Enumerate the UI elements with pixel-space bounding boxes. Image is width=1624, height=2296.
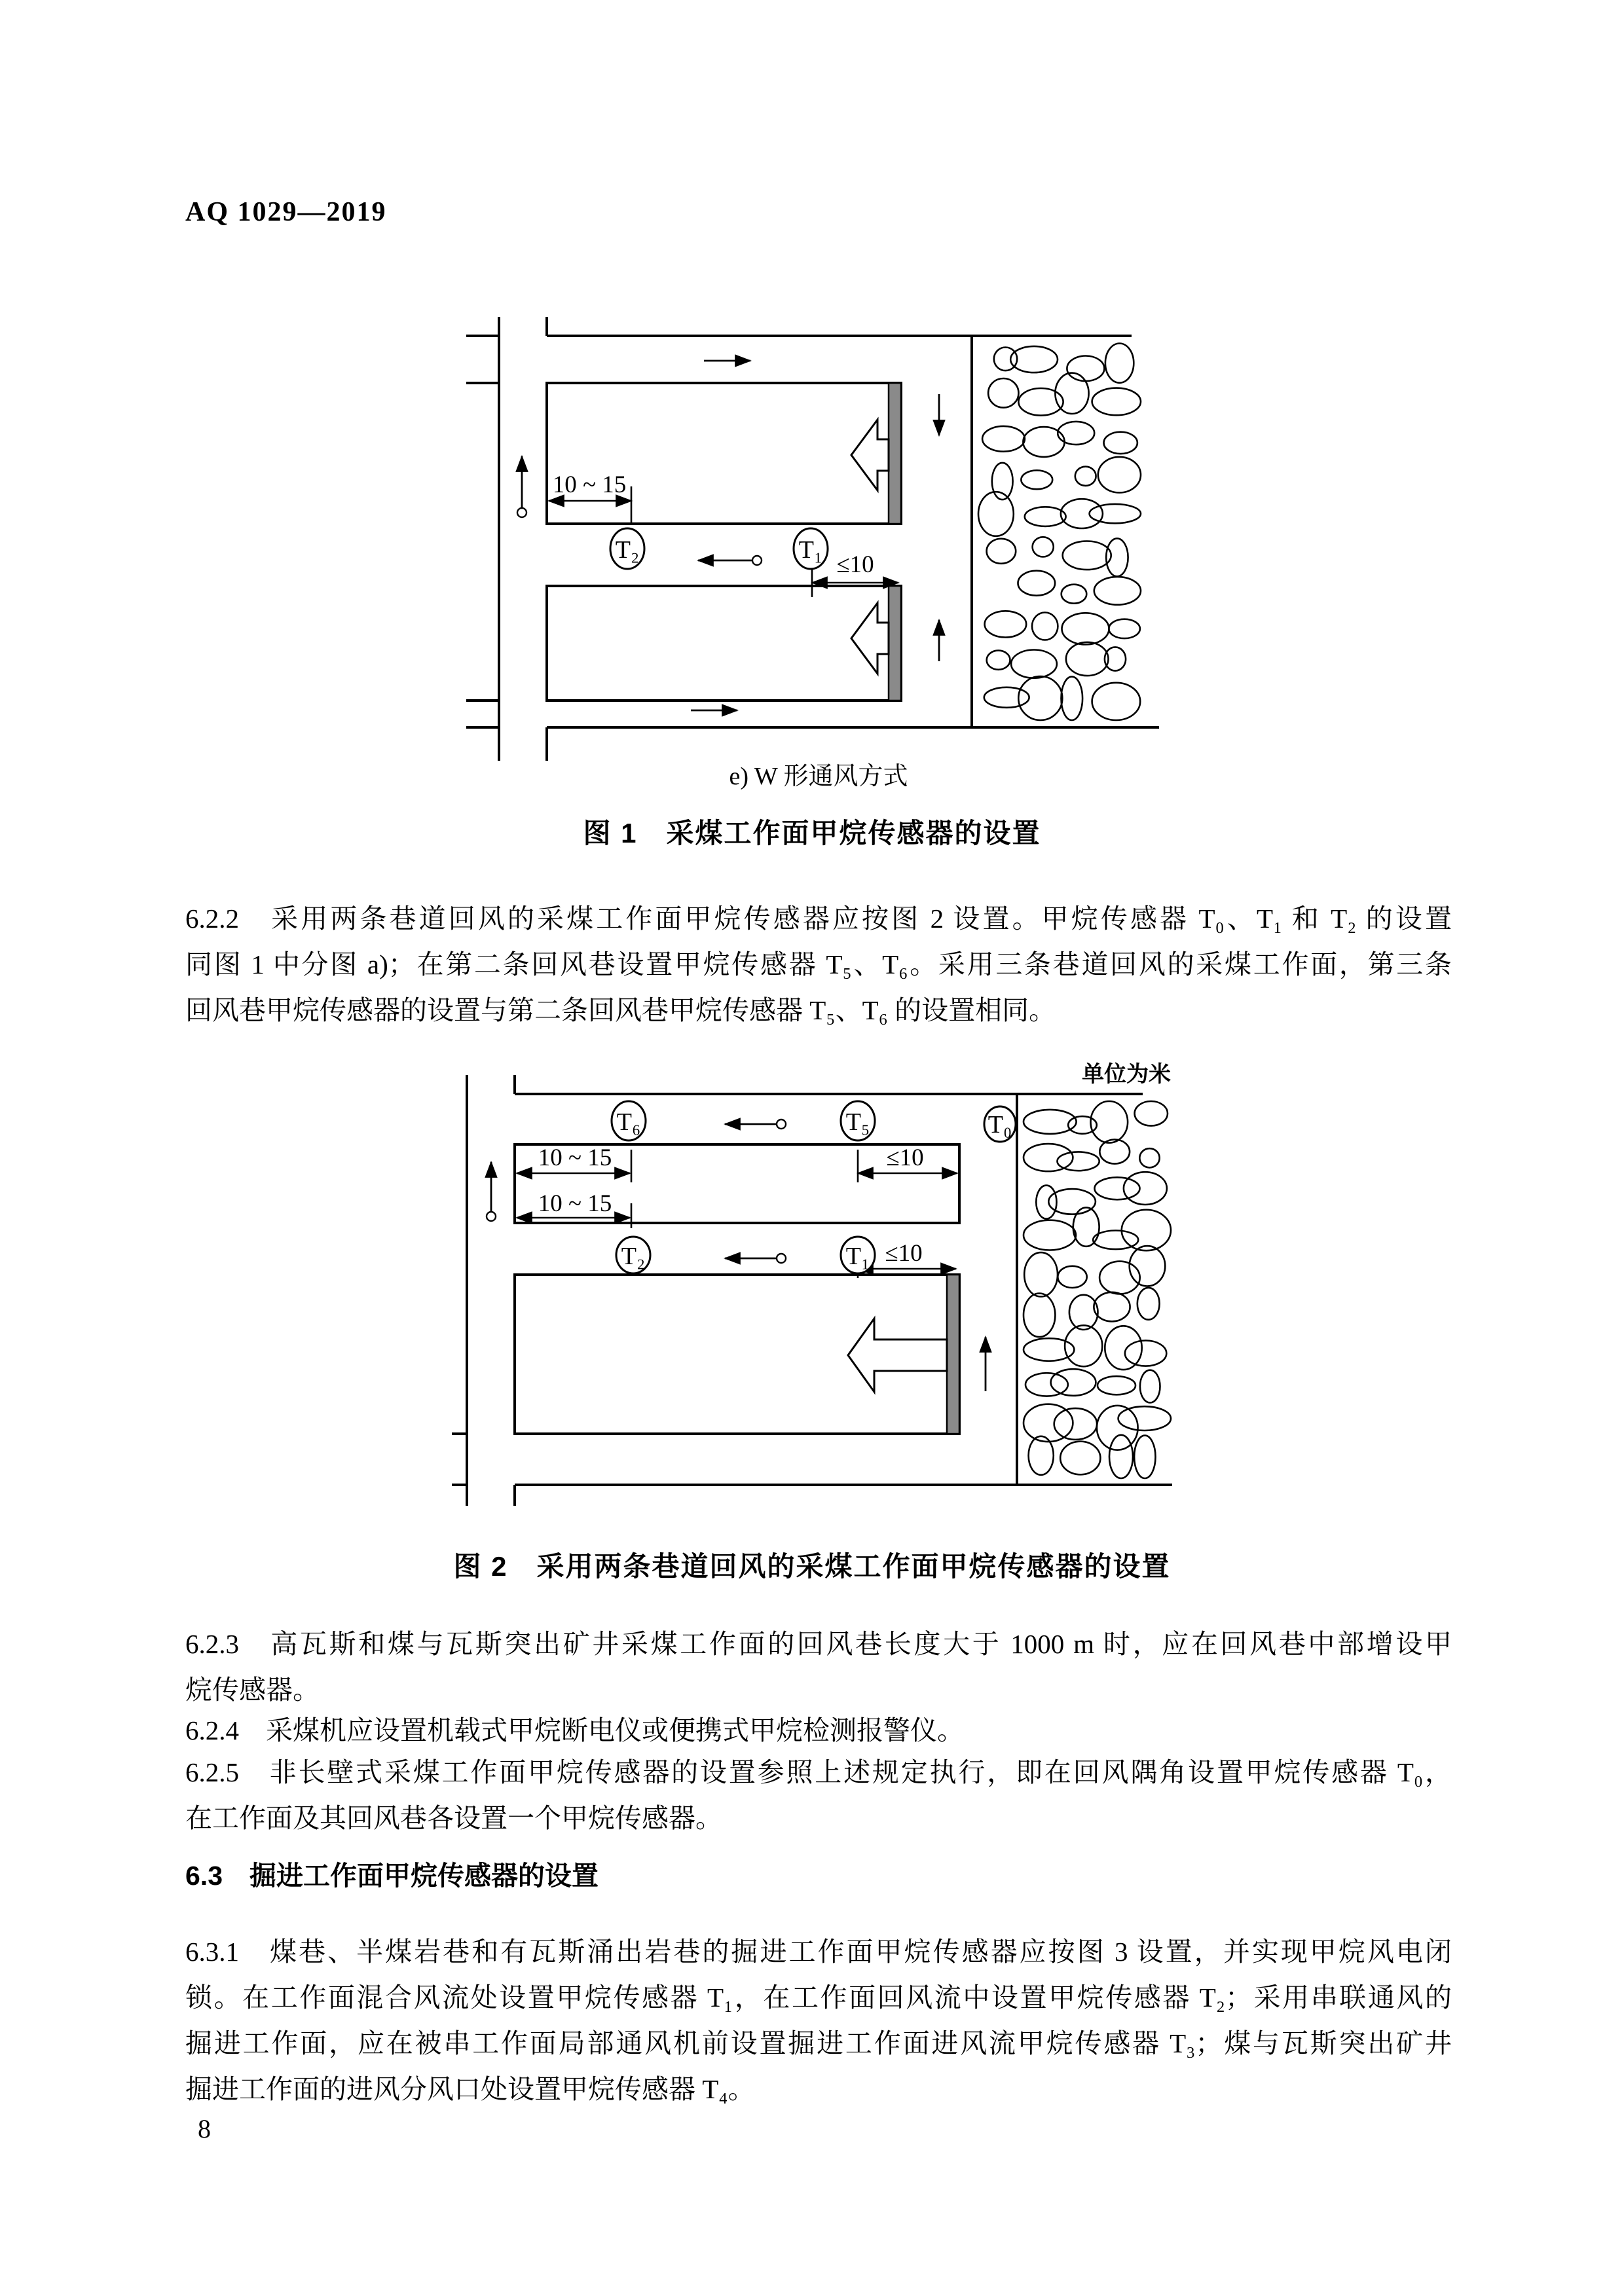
- dimension-1: [517, 1144, 631, 1182]
- clause-line: 烷传感器。: [185, 1675, 320, 1705]
- clause-line: 在工作面及其回风巷各设置一个甲烷传感器。: [185, 1803, 722, 1833]
- working-face-strip: [947, 1275, 959, 1434]
- gob-caved-zone: [978, 344, 1141, 721]
- gob-caved-zone: [1024, 1101, 1171, 1478]
- dimension-pillar: [549, 471, 631, 524]
- clause-line: 6.2.4 采煤机应设置机载式甲烷断电仪或便携式甲烷检测报警仪。: [185, 1715, 964, 1745]
- working-face-strip-1: [889, 383, 901, 524]
- sensor-t6: [612, 1101, 646, 1140]
- clause-6-2-4: [185, 1707, 1452, 1753]
- return-air-arrow-middle: [698, 556, 762, 565]
- main-roadway-lines: [499, 317, 547, 761]
- section-6-3-heading: 6.3 掘进工作面甲烷传感器的设置: [185, 1861, 599, 1891]
- airflow-up-arrow-left: [517, 456, 526, 517]
- clause-line: 6.2.5 非长壁式采煤工作面甲烷传感器的设置参照上述规定执行，即在回风隅角设置甲烷传感器 T₀，: [185, 1757, 1452, 1787]
- svg-text:10 ~ 15: 10 ~ 15: [538, 1190, 612, 1217]
- face-advance-arrow-2: [851, 603, 889, 674]
- svg-text:≤10: ≤10: [886, 1144, 924, 1171]
- dimension-2: [858, 1144, 957, 1182]
- svg-text:T₅: T₅: [845, 1108, 870, 1136]
- airflow-up-arrow-left: [487, 1162, 496, 1221]
- svg-text:T₂: T₂: [615, 536, 640, 564]
- unit-note: 单位为米: [1082, 1062, 1171, 1087]
- main-roadway-lines: [467, 1075, 515, 1506]
- clause-line: 回风巷甲烷传感器的设置与第二条回风巷甲烷传感器 T₅、T₆ 的设置相同。: [185, 995, 1056, 1025]
- sensor-t0: [984, 1106, 1016, 1142]
- panel-1: [547, 383, 901, 524]
- clause-line: 6.2.3 高瓦斯和煤与瓦斯突出矿井采煤工作面的回风巷长度大于 1000 m 时，应在回风巷中部增设甲: [185, 1629, 1452, 1659]
- svg-text:T₀: T₀: [987, 1111, 1012, 1139]
- svg-text:T₂: T₂: [621, 1243, 646, 1270]
- sensor-t1: [794, 528, 828, 569]
- clause-line: 6.2.2 采用两条巷道回风的采煤工作面甲烷传感器应按图 2 设置。甲烷传感器 T₀、T₁ 和 T₂ 的设置: [185, 903, 1452, 934]
- return-air-arrow-second-airway: [725, 1120, 786, 1129]
- svg-text:T₆: T₆: [616, 1108, 641, 1136]
- svg-text:10 ~ 15: 10 ~ 15: [538, 1144, 612, 1171]
- figure1-title: 图 1 采煤工作面甲烷传感器的设置: [583, 818, 1041, 848]
- svg-text:T₁: T₁: [845, 1243, 870, 1270]
- sensor-t2: [616, 1237, 650, 1273]
- clause-6-2-3: [185, 1621, 1452, 1713]
- figure1-subcaption: e) W 形通风方式: [729, 763, 908, 790]
- clause-6-2-5: [185, 1749, 1452, 1841]
- svg-text:T₁: T₁: [798, 536, 823, 564]
- page-number: 8: [198, 2114, 211, 2143]
- svg-text:10 ~ 15: 10 ~ 15: [552, 471, 627, 498]
- clause-line: 掘进工作面的进风分风口处设置甲烷传感器 T₄。: [185, 2074, 755, 2104]
- clause-line: 同图 1 中分图 a)；在第二条回风巷设置甲烷传感器 T₅、T₆。采用三条巷道回风的采煤工作面，第三条: [185, 949, 1452, 979]
- sensor-t1: [841, 1237, 875, 1273]
- standard-number: AQ 1029—2019: [185, 197, 387, 227]
- roadway-stubs: [452, 1434, 467, 1485]
- clause-line: 锁。在工作面混合风流处设置甲烷传感器 T₁，在工作面回风流中设置甲烷传感器 T₂；采用串联通风的: [185, 1982, 1452, 2013]
- svg-text:≤10: ≤10: [836, 551, 874, 578]
- clause-6-3-1: [185, 1929, 1452, 2112]
- clause-line: 6.3.1 煤巷、半煤岩巷和有瓦斯涌出岩巷的掘进工作面甲烷传感器应按图 3 设置，并实现甲烷风电闭: [185, 1937, 1452, 1967]
- clause-line: 掘进工作面，应在被串工作面局部通风机前设置掘进工作面进风流甲烷传感器 T₃；煤与瓦斯突出矿井: [185, 2028, 1452, 2058]
- figure2-title: 图 2 采用两条巷道回风的采煤工作面甲烷传感器的设置: [453, 1551, 1171, 1582]
- figure1-diagram: [458, 301, 1192, 789]
- return-air-arrow-first-airway: [725, 1254, 786, 1263]
- roadway-stubs: [466, 336, 499, 727]
- panel-2: [547, 586, 901, 701]
- clause-6-2-2: [185, 896, 1452, 1033]
- face-advance-arrow-1: [851, 420, 889, 490]
- sensor-t2: [610, 528, 644, 569]
- face-advance-arrow: [848, 1319, 947, 1392]
- sensor-t5: [841, 1101, 875, 1140]
- working-face-strip-2: [889, 586, 901, 701]
- figure2-diagram: [429, 1057, 1192, 1516]
- svg-text:≤10: ≤10: [885, 1240, 923, 1267]
